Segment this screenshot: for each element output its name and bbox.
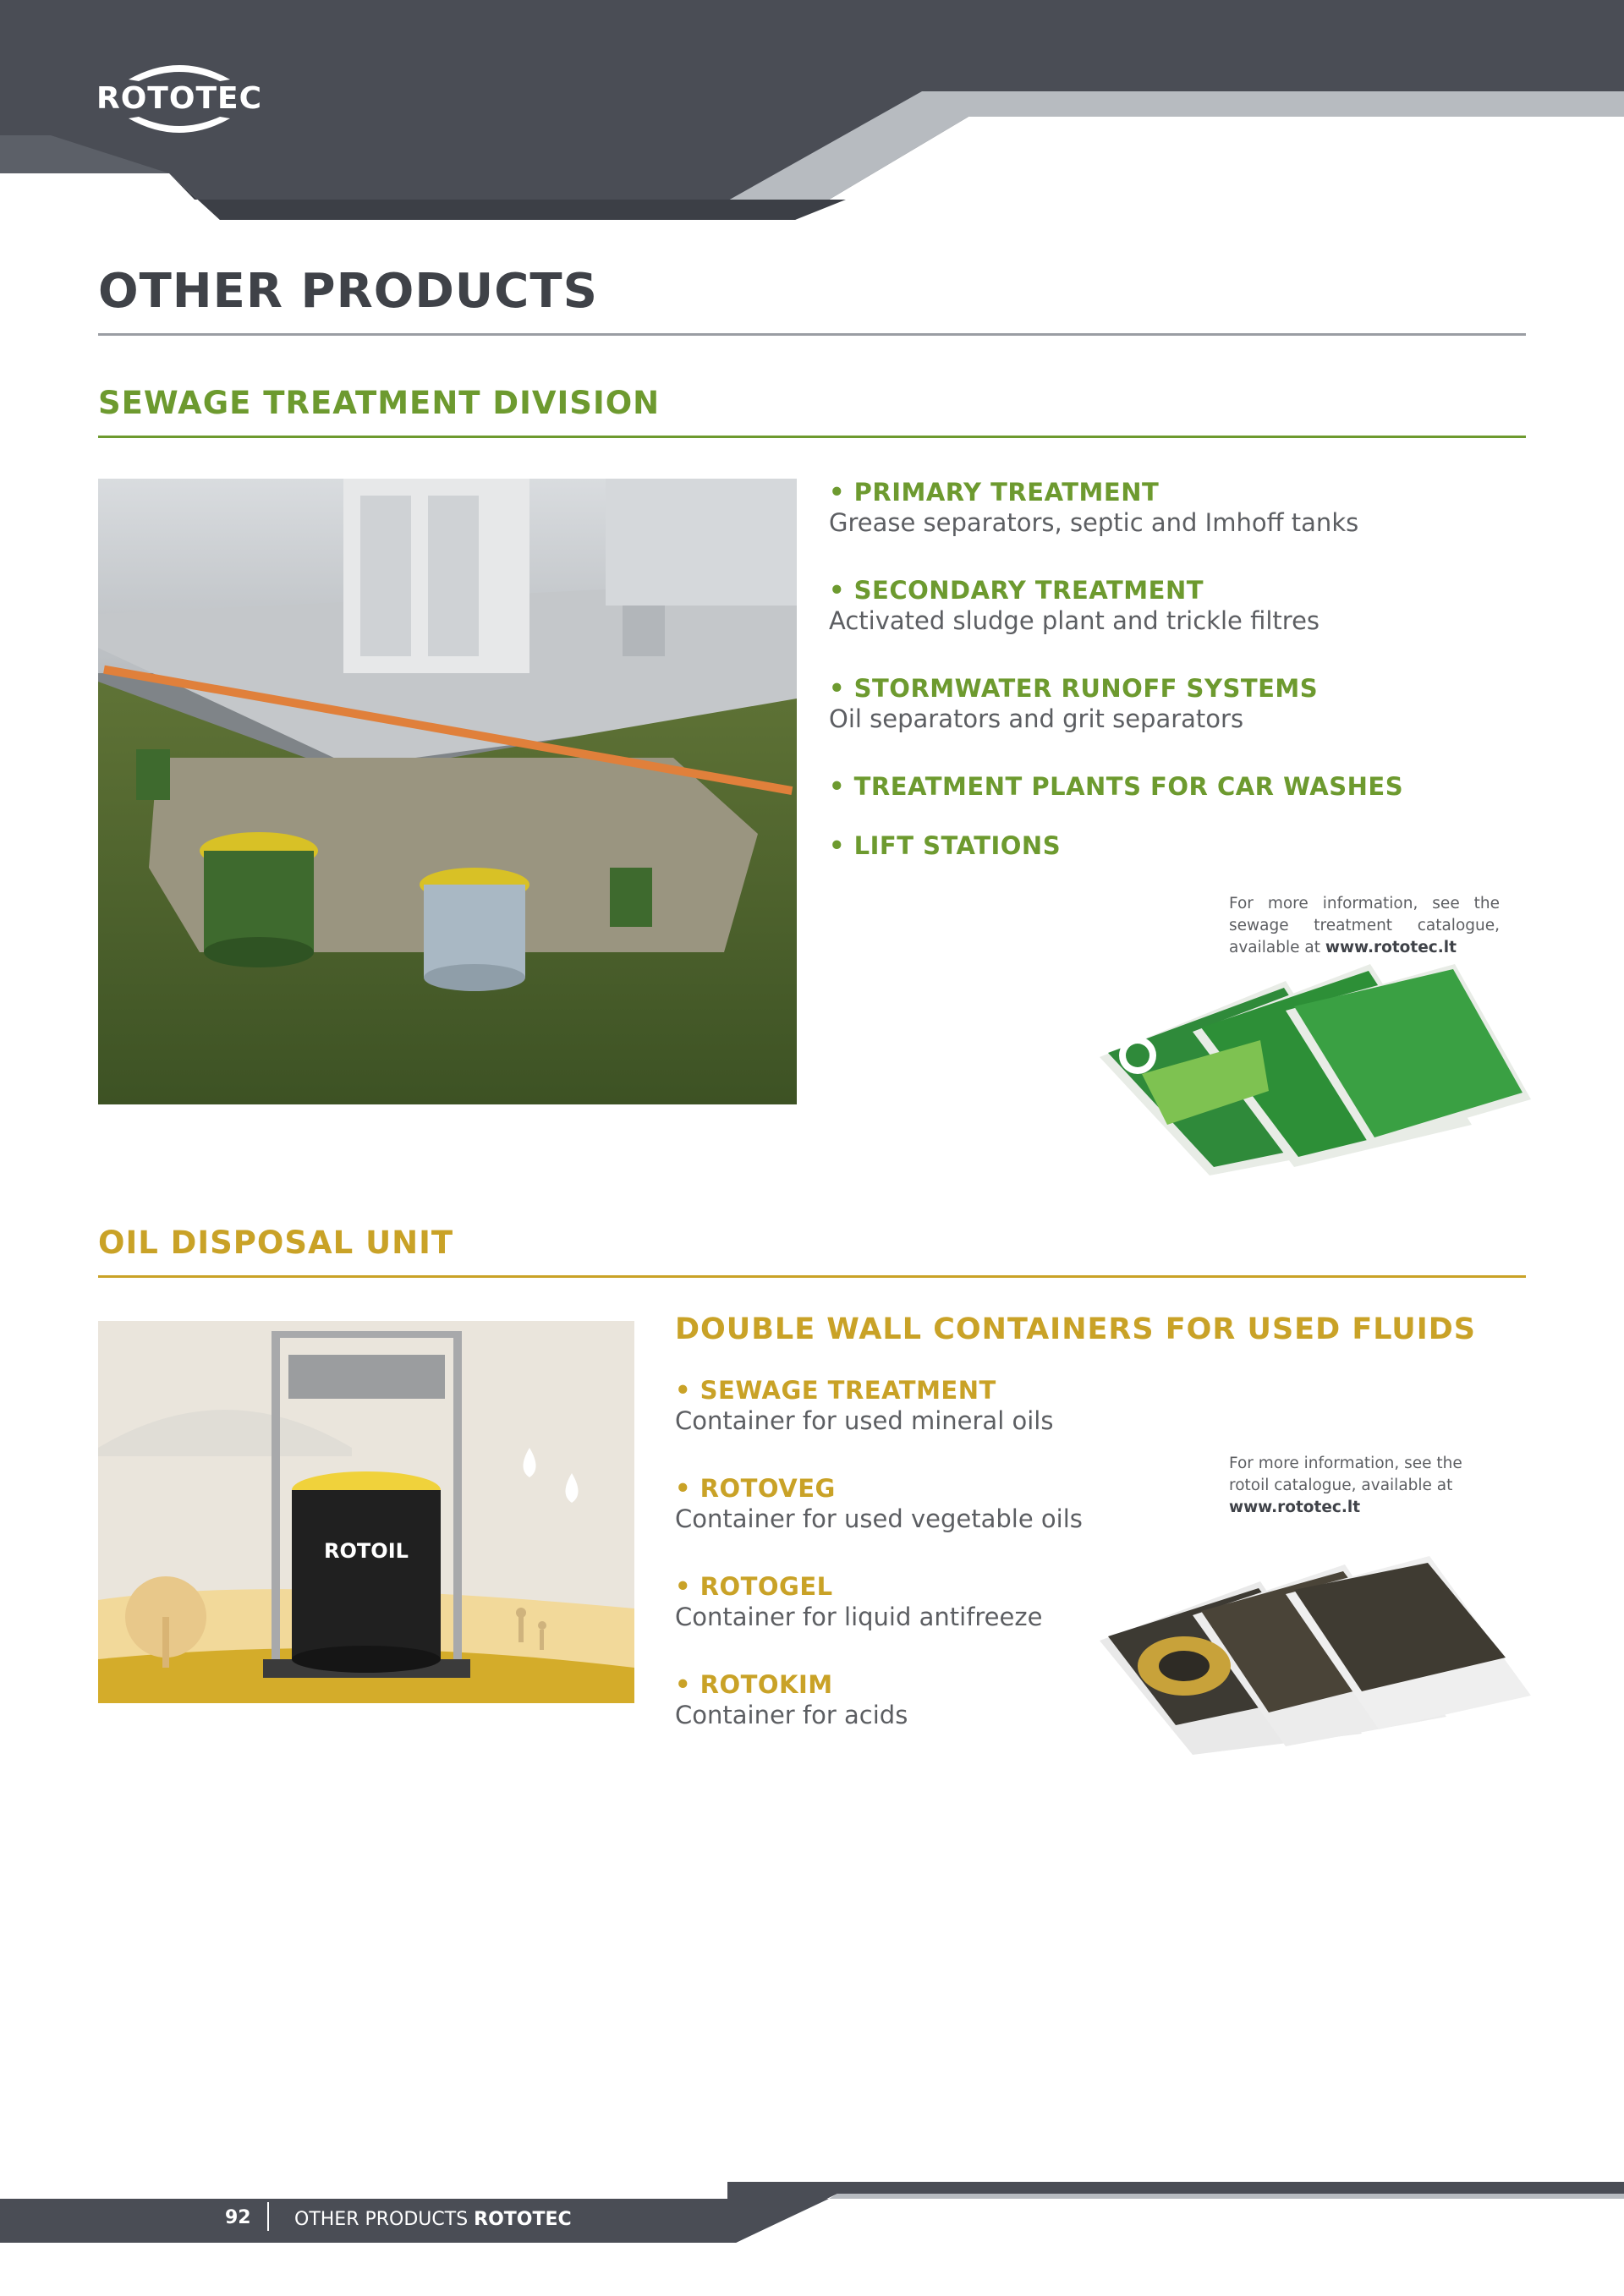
- rotoil-logo-text: ROTOIL: [324, 1539, 409, 1563]
- sewage-catalogue-brochures: [1091, 964, 1539, 1184]
- page-number: 92: [225, 2207, 251, 2228]
- title-divider: [98, 333, 1526, 336]
- sewage-divider: [98, 436, 1526, 438]
- oil-item-sewage-treatment: [675, 1375, 1053, 1436]
- sewage-item-primary: [829, 477, 1358, 538]
- item-desc: Activated sludge plant and trickle filtres: [829, 606, 1320, 635]
- item-title: • ROTOVEG: [675, 1474, 836, 1503]
- rotoil-catalogue-brochures: [1091, 1556, 1539, 1759]
- sewage-info-note: [1229, 893, 1500, 959]
- rotoil-illustration: [98, 1321, 634, 1703]
- item-title: • STORMWATER RUNOFF SYSTEMS: [829, 674, 1319, 703]
- item-title: • SEWAGE TREATMENT: [675, 1376, 996, 1405]
- brand-wordmark: ROTOTEC: [96, 81, 263, 116]
- rototec-logo[interactable]: [95, 56, 264, 140]
- item-desc: Container for acids: [675, 1701, 908, 1729]
- item-desc: Oil separators and grit separators: [829, 704, 1244, 733]
- sewage-section-title: SEWAGE TREATMENT DIVISION: [98, 385, 661, 421]
- sewage-item-secondary: [829, 575, 1320, 636]
- info-link[interactable]: www.rototec.lt: [1325, 939, 1457, 956]
- oil-item-rotokim: [675, 1669, 908, 1730]
- info-link[interactable]: www.rototec.lt: [1229, 1499, 1361, 1516]
- footer-brand: ROTOTEC: [474, 2209, 572, 2230]
- oil-info-note: [1229, 1453, 1491, 1519]
- footer-label: [294, 2209, 572, 2230]
- page-title: OTHER PRODUCTS: [98, 264, 598, 319]
- item-title: • ROTOGEL: [675, 1572, 833, 1601]
- item-title: • PRIMARY TREATMENT: [829, 478, 1160, 507]
- sewage-item-stormwater: [829, 673, 1318, 734]
- item-title: • LIFT STATIONS: [829, 831, 1062, 860]
- oil-item-rotogel: [675, 1571, 1042, 1632]
- item-desc: Container for used mineral oils: [675, 1406, 1054, 1435]
- footer-section: OTHER PRODUCTS: [294, 2209, 469, 2230]
- oil-item-rotoveg: [675, 1473, 1083, 1534]
- sewage-item-car-washes: [829, 771, 1403, 802]
- item-title: • TREATMENT PLANTS FOR CAR WASHES: [829, 772, 1404, 801]
- item-title: • ROTOKIM: [675, 1670, 833, 1699]
- oil-subtitle: DOUBLE WALL CONTAINERS FOR USED FLUIDS: [675, 1312, 1476, 1346]
- sewage-illustration: [98, 479, 797, 1104]
- item-desc: Container for used vegetable oils: [675, 1504, 1083, 1533]
- oil-divider: [98, 1275, 1526, 1278]
- item-desc: Grease separators, septic and Imhoff tanks: [829, 508, 1359, 537]
- info-text: For more information, see the rotoil catalogue, available at: [1229, 1455, 1462, 1494]
- sewage-item-lift-stations: [829, 830, 1061, 861]
- info-text: For more information, see the sewage treatment catalogue, available at: [1229, 895, 1500, 956]
- item-desc: Container for liquid antifreeze: [675, 1603, 1043, 1631]
- item-title: • SECONDARY TREATMENT: [829, 576, 1204, 605]
- footer-separator: [267, 2202, 269, 2231]
- oil-section-title: OIL DISPOSAL UNIT: [98, 1225, 454, 1261]
